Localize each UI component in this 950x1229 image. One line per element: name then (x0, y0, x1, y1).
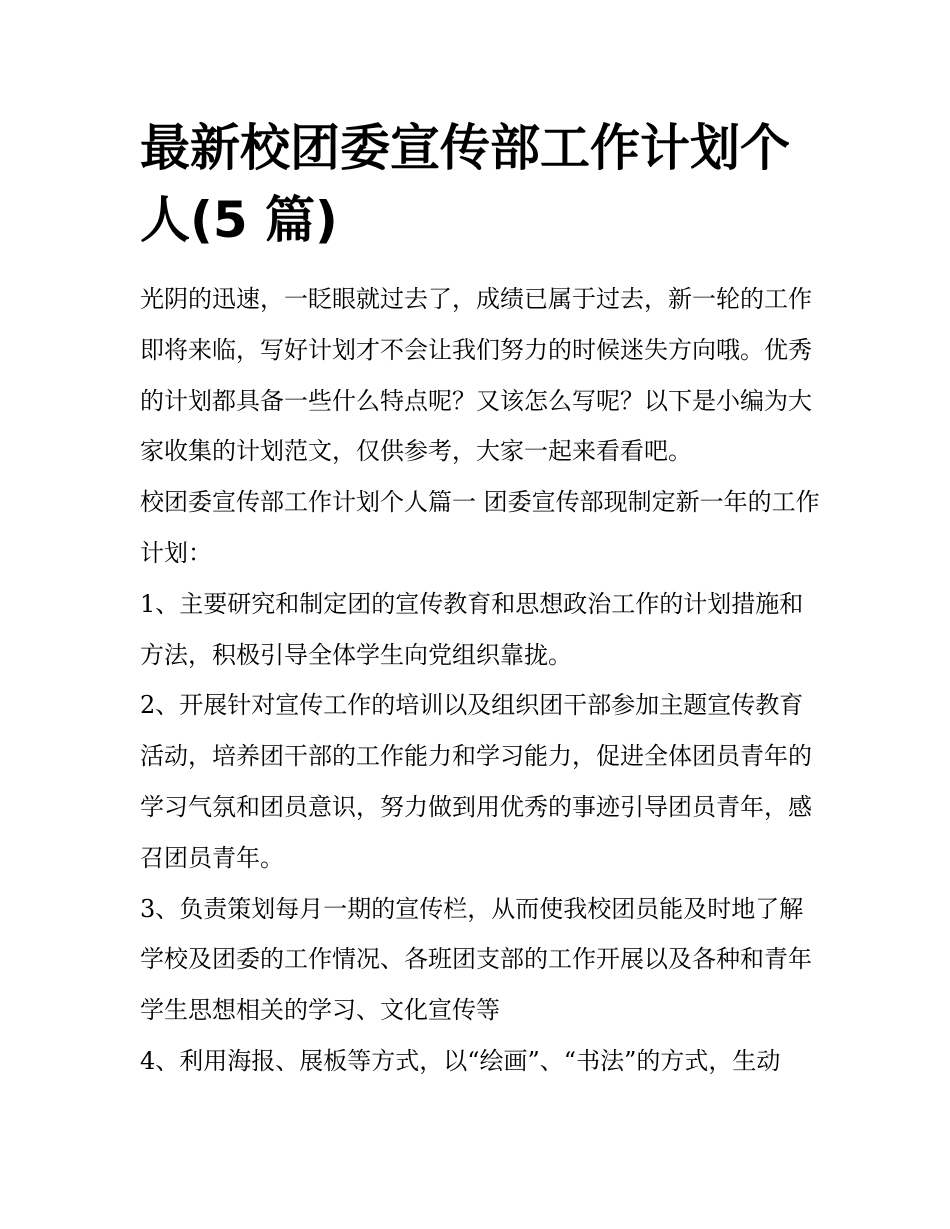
paragraph-item-2: 2、开展针对宣传工作的培训以及组织团干部参加主题宣传教育活动，培养团干部的工作能力和学习能力，促进全体团员青年的学习气氛和团员意识，努力做到用优秀的事迹引导团员青年，感召团员青年。 (140, 691, 812, 872)
paragraph-item-1: 1、主要研究和制定团的宣传教育和思想政治工作的计划措施和方法，积极引导全体学生向党组织靠拢。 (140, 589, 804, 669)
paragraph-intro: 光阴的迅速，一眨眼就过去了，成绩已属于过去，新一轮的工作即将来临，写好计划才不会让我们努力的时候迷失方向哦。优秀的计划都具备一些什么特点呢？又该怎么写呢？以下是小编为大家收集的计划范文，仅供参考，大家一起来看看吧。 (140, 285, 812, 466)
paragraph-item-4: 4、利用海报、展板等方式，以“绘画”、“书法”的方式，生动 (140, 1046, 781, 1075)
document-title: 最新校团委宣传部工作计划个人(5 篇) (140, 119, 790, 249)
paragraph-section-heading: 校团委宣传部工作计划个人篇一 团委宣传部现制定新一年的工作计划： (140, 488, 820, 567)
document-body (140, 274, 820, 1087)
paragraph-item-3: 3、负责策划每月一期的宣传栏，从而使我校团员能及时地了解学校及团委的工作情况、各班团支部的工作开展以及各种和青年学生思想相关的学习、文化宣传等 (140, 894, 812, 1025)
